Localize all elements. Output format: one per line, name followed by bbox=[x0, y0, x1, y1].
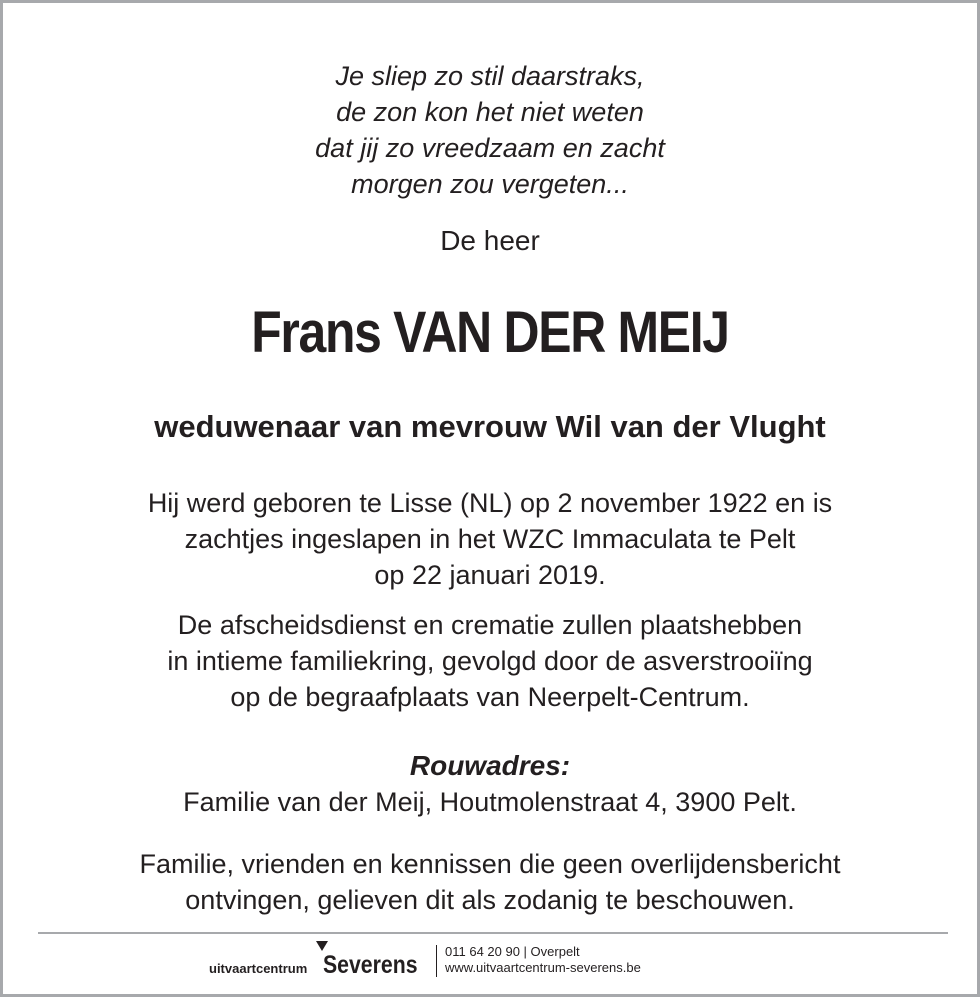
paragraph-line: Familie, vrienden en kennissen die geen overlijdensbericht bbox=[139, 849, 841, 879]
paragraph-line: ontvingen, gelieven dit als zodanig te beschouwen. bbox=[185, 885, 795, 915]
widower-line: weduwenaar van mevrouw Wil van der Vlught bbox=[154, 409, 826, 444]
paragraph-line: in intieme familiekring, gevolgd door de asverstrooiïng bbox=[167, 646, 813, 676]
address-label: Rouwadres: bbox=[409, 750, 571, 781]
poem-line: morgen zou vergeten... bbox=[351, 169, 629, 199]
phone-line: 011 64 20 90 | Overpelt bbox=[445, 944, 580, 959]
triangle-marker-icon bbox=[316, 941, 328, 951]
footer-divider bbox=[38, 932, 948, 934]
website-link[interactable]: www.uitvaartcentrum-severens.be bbox=[445, 960, 641, 975]
paragraph-line: op 22 januari 2019. bbox=[374, 560, 606, 590]
paragraph-line: De afscheidsdienst en crematie zullen plaatshebben bbox=[177, 610, 803, 640]
paragraph-line: Hij werd geboren te Lisse (NL) op 2 november 1922 en is bbox=[147, 488, 833, 518]
notice-paragraph bbox=[3, 846, 977, 918]
paragraph-line: zachtjes ingeslapen in het WZC Immaculata te Pelt bbox=[184, 524, 796, 554]
contact-block bbox=[445, 944, 641, 976]
poem-line: de zon kon het niet weten bbox=[336, 97, 644, 127]
birth-death-paragraph bbox=[3, 485, 977, 593]
funeral-home-footer bbox=[209, 941, 769, 981]
poem bbox=[3, 58, 977, 202]
ceremony-paragraph bbox=[3, 607, 977, 715]
poem-line: dat jij zo vreedzaam en zacht bbox=[315, 133, 665, 163]
footer-separator bbox=[436, 945, 437, 977]
brand-name: Severens bbox=[323, 951, 418, 979]
deceased-name: Frans VAN DER MEIJ bbox=[251, 300, 729, 365]
address-value: Familie van der Meij, Houtmolenstraat 4, 3900 Pelt. bbox=[183, 787, 797, 817]
poem-line: Je sliep zo stil daarstraks, bbox=[335, 61, 645, 91]
honorific: De heer bbox=[440, 225, 540, 256]
paragraph-line: op de begraafplaats van Neerpelt-Centrum. bbox=[230, 682, 750, 712]
brand-prefix: uitvaartcentrum bbox=[209, 961, 308, 976]
